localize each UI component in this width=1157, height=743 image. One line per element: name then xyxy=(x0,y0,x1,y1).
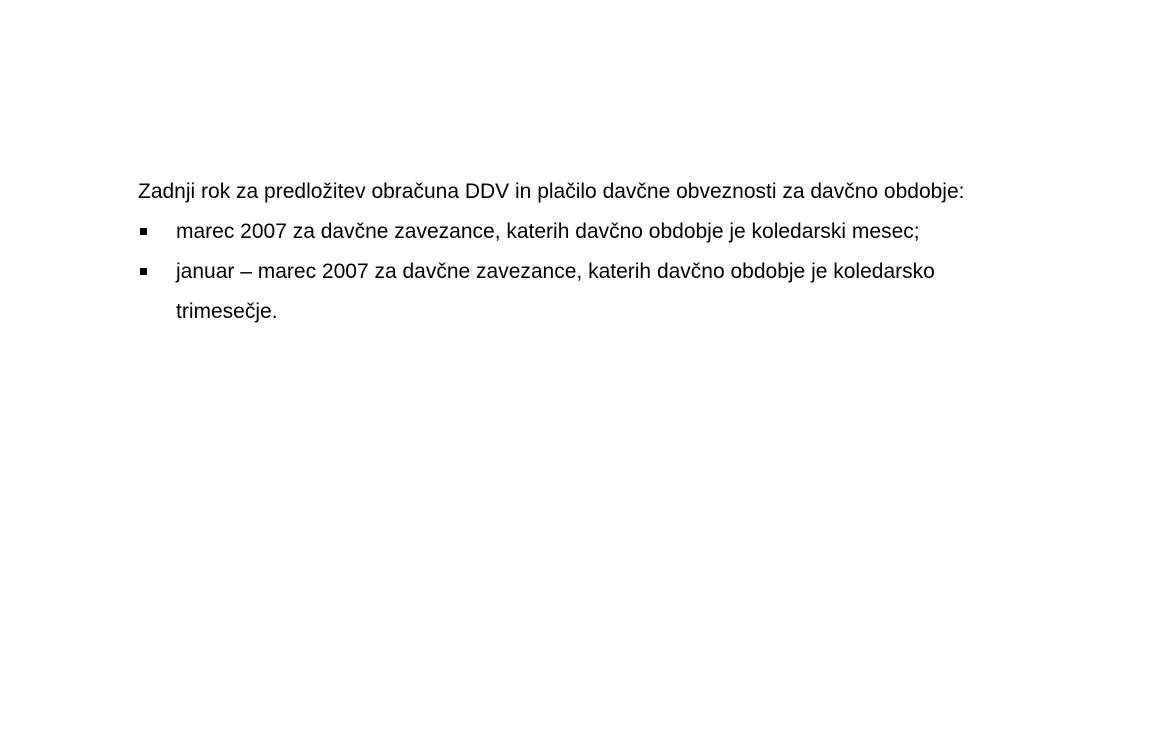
square-bullet-icon xyxy=(140,228,147,235)
bullet-list xyxy=(138,212,1020,332)
list-item xyxy=(138,212,1020,252)
document-body xyxy=(138,172,1020,332)
square-bullet-icon xyxy=(140,268,147,275)
list-item-text: marec 2007 za davčne zavezance, katerih davčno obdobje je koledarski mesec; xyxy=(176,220,920,243)
list-item-text: januar – marec 2007 za davčne zavezance, katerih davčno obdobje je koledarsko trimesečje. xyxy=(176,260,935,323)
intro-paragraph: Zadnji rok za predložitev obračuna DDV in plačilo davčne obveznosti za davčno obdobje: xyxy=(138,180,965,203)
list-item xyxy=(138,252,1020,332)
